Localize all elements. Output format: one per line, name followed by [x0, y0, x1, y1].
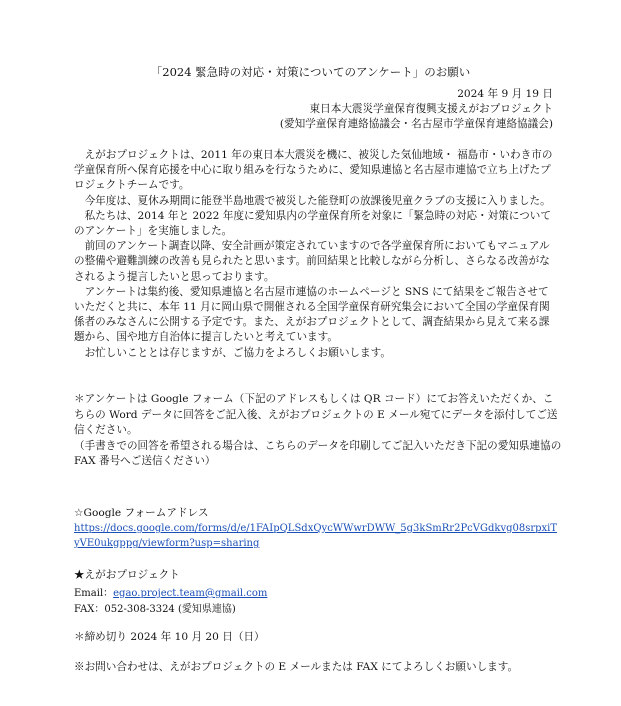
body-paragraph: お忙しいこととは存じますが、ご協力をよろしくお願いします。 — [84, 346, 391, 359]
body-paragraph: えがおプロジェクトは、2011 年の東日本大震災を機に、被災した気仙地域・ 福島市・いわき市の学童保育所へ保育応援を中心に取り組みを行なうために、愛知県連協と名古屋市連協で立ち上げたプロジェクトチームです。 — [74, 149, 553, 192]
fax-number: FAX：052-308-3324 (愛知県連協) — [74, 604, 236, 615]
email-link[interactable]: egao.project.team@gmail.com — [113, 588, 268, 599]
email-label: Email： — [74, 588, 114, 599]
body-paragraph: 私たちは、2014 年と 2022 年度に愛知県内の学童保育所を対象に「緊急時の対応・対策についてのアンケート」を実施しました。 — [74, 209, 551, 238]
google-form-link[interactable]: https://docs.google.com/forms/d/e/1FAIpQLSdxQycWWwrDWW_5g3kSmRr2PcVGdkvg08srpxiTyVE0ukgppg/viewform?usp=sharing — [74, 523, 558, 550]
document-title: 「2024 緊急時の対応・対策についてのアンケート」のお願い — [150, 65, 471, 79]
body-paragraph: アンケートは集約後、愛知県連協と名古屋市連協のホームページと SNS にて結果をご報告させていただくと共に、本年 11 月に岡山県で開催される全国学童保育研究集会において全国の学童保育関係者のみなさんに公開する予定です。また、えがおプロジェクトとして、調査結果から見えて来る課題から、国や地方自治体に提言したいと考えています。 — [74, 285, 550, 344]
project-label: ★えがおプロジェクト — [74, 569, 180, 581]
deadline: ＊締め切り 2024 年 10 月 20 日（日） — [74, 631, 265, 643]
body-paragraph: 前回のアンケート調査以降、安全計画が策定されていますので各学童保育所においてもマニュアルの整備や避難訓練の改善も見られたと思います。前回結果と比較しながら分析し、さらなる改善がなされるよう提言したいと思っております。 — [74, 240, 550, 283]
instructions-handwritten: （手書きでの回答を希望される場合は、こちらのデータを印刷してご記入いただき下記の愛知県連協の FAX 番号へご送信ください） — [74, 439, 562, 467]
body-paragraph: 今年度は、夏休み期間に能登半島地震で被災した能登町の放課後児童クラブの支援に入りました。 — [84, 194, 551, 207]
instructions-main: ＊アンケートは Google フォーム（下記のアドレスもしくは QR コード）にてお答えいただくか、こちらの Word データに回答をご記入後、えがおプロジェクトの E メール宛てにデータを添付してご送信ください。 — [74, 393, 558, 436]
document-date: 2024 年 9 月 19 日 — [457, 88, 553, 100]
body-text — [74, 148, 558, 361]
sender-organization: 東日本大震災学童保育復興支援えがおプロジェクト — [309, 103, 553, 115]
email-row — [74, 584, 267, 599]
answer-instructions — [74, 392, 562, 470]
sender-organization-detail: (愛知学童保育連絡協議会・名古屋市学童保育連絡協議会) — [279, 118, 553, 130]
contact-note: ※お問い合わせは、えがおプロジェクトの E メールまたは FAX にてよろしくお願いします。 — [74, 661, 519, 673]
google-form-label: ☆Google フォームアドレス — [74, 507, 209, 519]
